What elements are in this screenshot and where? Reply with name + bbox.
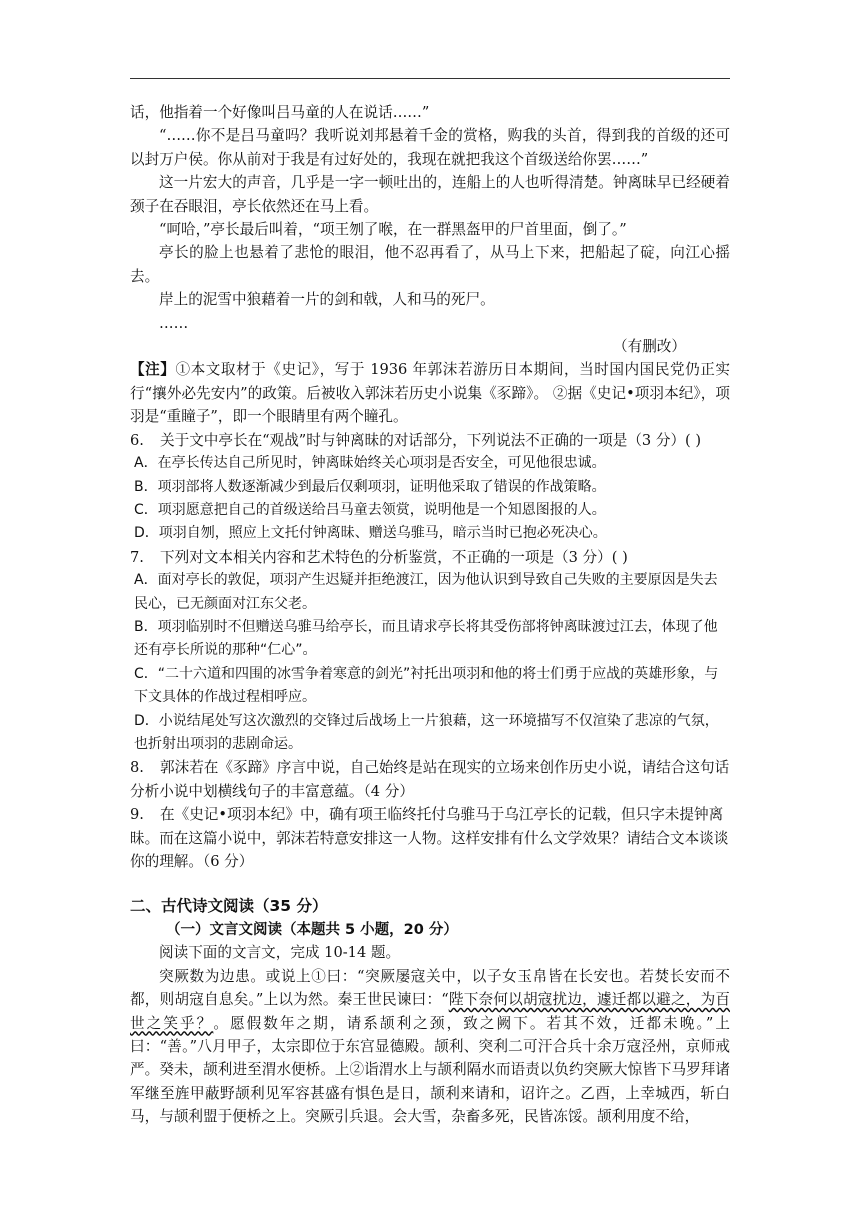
option-b: B．项羽临别时不但赠送乌骓马给亭长，而且请求亭长将其受伤部将钟离昧渡过江去，体现了他还有亭长所说的那种“仁心”。 <box>134 618 718 659</box>
story-paragraph: 亭长的脸上也悬着了悲怆的眼泪，他不忍再看了，从马上下来，把船起了碇，向江心摇去。 <box>130 244 730 285</box>
option-d: D．项羽自刎，照应上文托付钟离昧、赠送乌骓马，暗示当时已抱必死决心。 <box>134 525 607 542</box>
story-paragraph: “……你不是吕马童吗？我听说刘邦悬着千金的赏格，购我的头首，得到我的首级的还可以封万户侯。你从前对于我是有过好处的，我现在就把我这个首级送给你罢……” <box>130 127 730 168</box>
passage-text: 。愿假数年之期，请系颉利之颈，致之阙下。若其不效，迁都未晚。”上曰：“善。”八月甲子，太宗即位于东宫显德殿。颉利、突利二可汗合兵十余万寇泾州，京师戒严。癸未，颉利进至渭水便桥。上②诣渭水上与颉利隔水而语责以负约突厥大惊皆下马罗拜诸军继至旌甲蔽野颉利见军容甚盛有惧色是日，颉利来请和，诏许之。乙酉，上幸城西，斩白马，与颉利盟于便桥之上。突厥引兵退。会大雪，杂畜多死，民皆冻馁。颉利用度不给， <box>130 1014 730 1126</box>
story-paragraph: 话，他指着一个好像叫吕马童的人在说话……” <box>130 104 430 121</box>
document-page <box>130 101 730 1129</box>
header-rule <box>130 78 730 79</box>
revision-note: （有删改） <box>613 338 686 356</box>
section-heading: 二、古代诗文阅读（35 分） <box>130 897 328 916</box>
footnote <box>130 358 730 428</box>
question-7 <box>130 546 730 757</box>
question-number: 7. <box>130 548 144 566</box>
question-8 <box>130 756 730 803</box>
subsection-heading: （一）文言文阅读（本题共 5 小题，20 分） <box>166 922 458 939</box>
question-number: 6. <box>130 431 144 449</box>
option-a: A．在亭长传达自己所见时，钟离昧始终关心项羽是否安全，可见他很忠诚。 <box>134 455 606 472</box>
question-number: 8. <box>130 759 144 777</box>
question-6 <box>130 429 730 546</box>
story-paragraph: “呵哈，”亭长最后叫着，“项王刎了喉，在一群黑盔甲的尸首里面，倒了。” <box>159 221 627 239</box>
option-a: A．面对亭长的敦促，项羽产生迟疑并拒绝渡江，因为他认识到导致自己失败的主要原因是失去民心，已无颜面对江东父老。 <box>134 572 718 612</box>
question-stem: 关于文中亭长在“观战”时与钟离昧的对话部分，下列说法不正确的一项是（3 分）( ) <box>160 431 702 449</box>
story-paragraph: 这一片宏大的声音，几乎是一字一顿吐出的，连船上的人也听得清楚。钟离昧早已经硬着颈子在吞眼泪，亭长依然还在马上看。 <box>130 174 730 215</box>
classical-passage <box>130 965 730 1129</box>
question-9 <box>130 803 730 873</box>
underlined-sentence: 陛下奈何以胡寇扰边，遽迁都以避之，为百世之笑乎？ <box>130 991 730 1032</box>
story-ellipsis: …… <box>159 314 189 332</box>
story-paragraph: 岸上的泥雪中狼藉着一片的剑和戟，人和马的死尸。 <box>159 291 495 309</box>
reading-instruction: 阅读下面的文言文，完成 10-14 题。 <box>159 944 401 962</box>
footnote-text: ①本文取材于《史记》，写于 1936 年郭沫若游历日本期间，当时国内国民党仍正实行“攘外必先安内”的政策。后被收入郭沫若历史小说集《豕蹄》。 ②据《史记•项羽本纪》，项羽是“重瞳子”，即一个眼睛里有两个瞳孔。 <box>130 361 730 426</box>
question-number: 9. <box>130 806 144 824</box>
option-c: C．项羽愿意把自己的首级送给吕马童去领赏，说明他是一个知恩图报的人。 <box>134 501 606 518</box>
option-d: D．小说结尾处写这次激烈的交锋过后战场上一片狼藉，这一环境描写不仅渲染了悲凉的气氛，也折射出项羽的悲剧命运。 <box>134 712 719 752</box>
question-stem: 郭沫若在《豕蹄》序言中说，自己始终是站在现实的立场来创作历史小说，请结合这句话分析小说中划横线句子的丰富意蕴。（4 分） <box>130 759 730 800</box>
option-c: C．“二十六道和四围的冰雪争着寒意的剑光”衬托出项羽和他的将士们勇于应战的英雄形象，与下文具体的作战过程相呼应。 <box>134 665 719 706</box>
question-stem: 下列对文本相关内容和艺术特色的分析鉴赏，不正确的一项是（3 分）( ) <box>160 548 628 566</box>
question-stem: 在《史记•项羽本纪》中，确有项王临终托付乌骓马于乌江亭长的记载，但只字未提钟离昧。而在这篇小说中，郭沫若特意安排这一人物。这样安排有什么文学效果？请结合文本谈谈你的理解。（6 分） <box>130 806 729 870</box>
option-b: B．项羽部将人数逐渐减少到最后仅剩项羽，证明他采取了错误的作战策略。 <box>134 478 606 495</box>
footnote-label: 【注】 <box>130 361 176 379</box>
passage-text: 突厥数为边患。或说上①曰：“突厥屡寇关中，以子女玉帛皆在长安也。若焚长安而不都，则胡寇自息矣。”上以为然。秦王世民谏曰：“ <box>130 967 730 1009</box>
